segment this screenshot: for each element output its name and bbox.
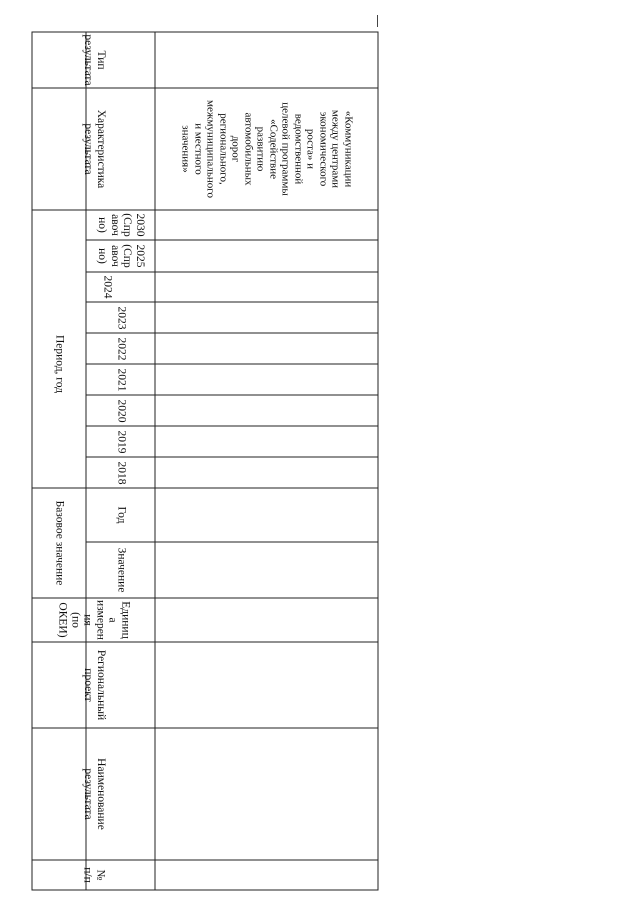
header-year-2018-label: 2018 — [115, 461, 127, 484]
header-year-2019-label: 2019 — [115, 430, 127, 453]
header-base-value-value — [86, 542, 155, 598]
header-unit — [32, 598, 155, 642]
header-year-2022-label: 2022 — [115, 337, 127, 360]
header-characteristic — [32, 88, 155, 210]
header-2030-label: 2030 (Спр авоч но) — [96, 213, 146, 237]
header-regional-project — [32, 642, 155, 728]
header-base-value-label: Базовое значение — [53, 500, 66, 586]
header-base-value — [32, 488, 86, 598]
header-year-2018 — [86, 457, 155, 488]
header-year-2019 — [86, 426, 155, 457]
header-period — [32, 240, 86, 488]
header-unit-label: Единиц а измерен ия (по ОКЕИ) — [56, 600, 131, 640]
header-year-2022 — [86, 333, 155, 364]
header-name — [32, 728, 155, 860]
header-regional-project-label: Региональный проект — [81, 649, 107, 721]
header-num — [32, 860, 155, 890]
header-2025 — [86, 240, 155, 272]
header-type — [32, 32, 155, 88]
header-year-2020 — [86, 395, 155, 426]
header-2025-label: 2025 (Спр авоч но) — [96, 244, 146, 268]
characteristic-value-cell — [155, 88, 378, 210]
header-year-2024-label: 2024 — [101, 275, 114, 299]
header-type-label: Тип результата — [81, 34, 107, 86]
header-base-value-year-label: Год — [115, 506, 127, 524]
header-year-2023-label: 2023 — [115, 306, 127, 329]
header-year-2023 — [86, 302, 155, 333]
header-num-label: № п/п — [81, 867, 106, 883]
header-year-2024 — [86, 272, 155, 302]
header-2030 — [86, 210, 155, 240]
header-base-value-value-label: Значение — [115, 547, 127, 593]
header-period-label: Период, год — [53, 334, 66, 394]
header-characteristic-label: Характеристика результата — [81, 109, 107, 189]
header-year-2020-label: 2020 — [115, 399, 127, 422]
header-base-value-year — [86, 488, 155, 542]
header-year-2021 — [86, 364, 155, 395]
header-year-2021-label: 2021 — [115, 368, 127, 391]
characteristic-value-text: «Коммуникации между центрами экономического роста» и ведомственной целевой программы «Содействие развитию автомобильных дорог регионального, межмуниципального и местного значения» — [179, 100, 354, 198]
header-name-label: Наименование результата — [81, 758, 107, 830]
